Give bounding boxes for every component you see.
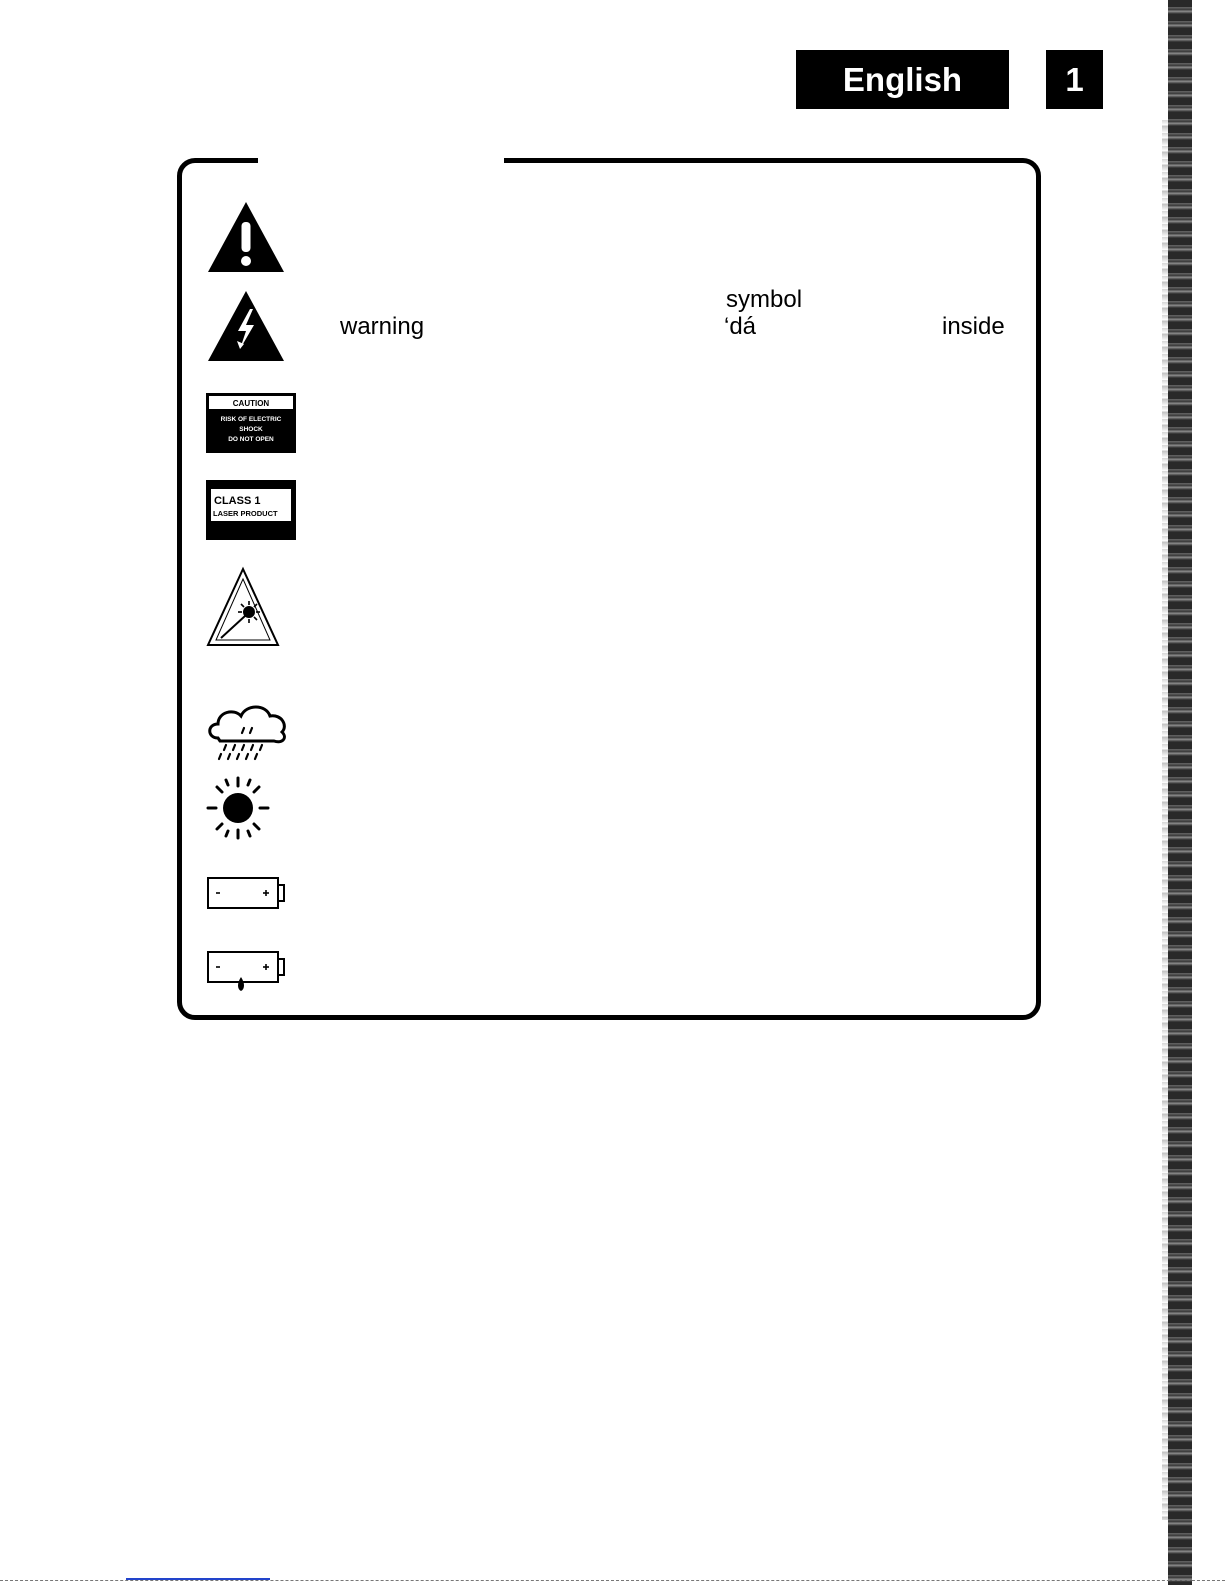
language-label: English [842, 60, 963, 98]
caution-label-line-1: CAUTION [232, 399, 270, 408]
caution-label-line-3: SHOCK [239, 426, 263, 433]
text-fragment-da: ‘dá [724, 313, 757, 340]
footer-link-underline [126, 1578, 270, 1580]
class-1-laser-label-icon [206, 480, 296, 540]
panel-heading-gap [258, 150, 504, 166]
page-number: 1 [1065, 60, 1084, 98]
page-footer-rule [0, 1580, 1225, 1581]
scan-binding-edge [1168, 0, 1192, 1585]
caution-label-line-4: DO NOT OPEN [228, 436, 274, 443]
lightning-warning-triangle-icon [206, 289, 286, 363]
text-fragment-warning: warning [340, 313, 425, 340]
caution-label-line-2: RISK OF ELECTRIC [220, 416, 282, 423]
caution-label-icon [206, 393, 296, 453]
exclamation-warning-triangle-icon [206, 200, 286, 274]
text-fragment-inside: inside [942, 313, 1005, 340]
battery-icon [207, 877, 287, 911]
language-tab [796, 50, 1009, 109]
laser-label-line-1: CLASS 1 [214, 495, 261, 507]
rain-cloud-icon [204, 698, 292, 764]
safety-symbols-panel [177, 158, 1041, 1020]
sun-icon [205, 775, 271, 841]
leaking-battery-icon [207, 951, 287, 993]
laser-radiation-triangle-icon [205, 566, 281, 648]
page-number-tab [1046, 50, 1103, 109]
laser-label-line-2: LASER PRODUCT [213, 509, 278, 518]
text-fragment-symbol: symbol [726, 286, 803, 313]
